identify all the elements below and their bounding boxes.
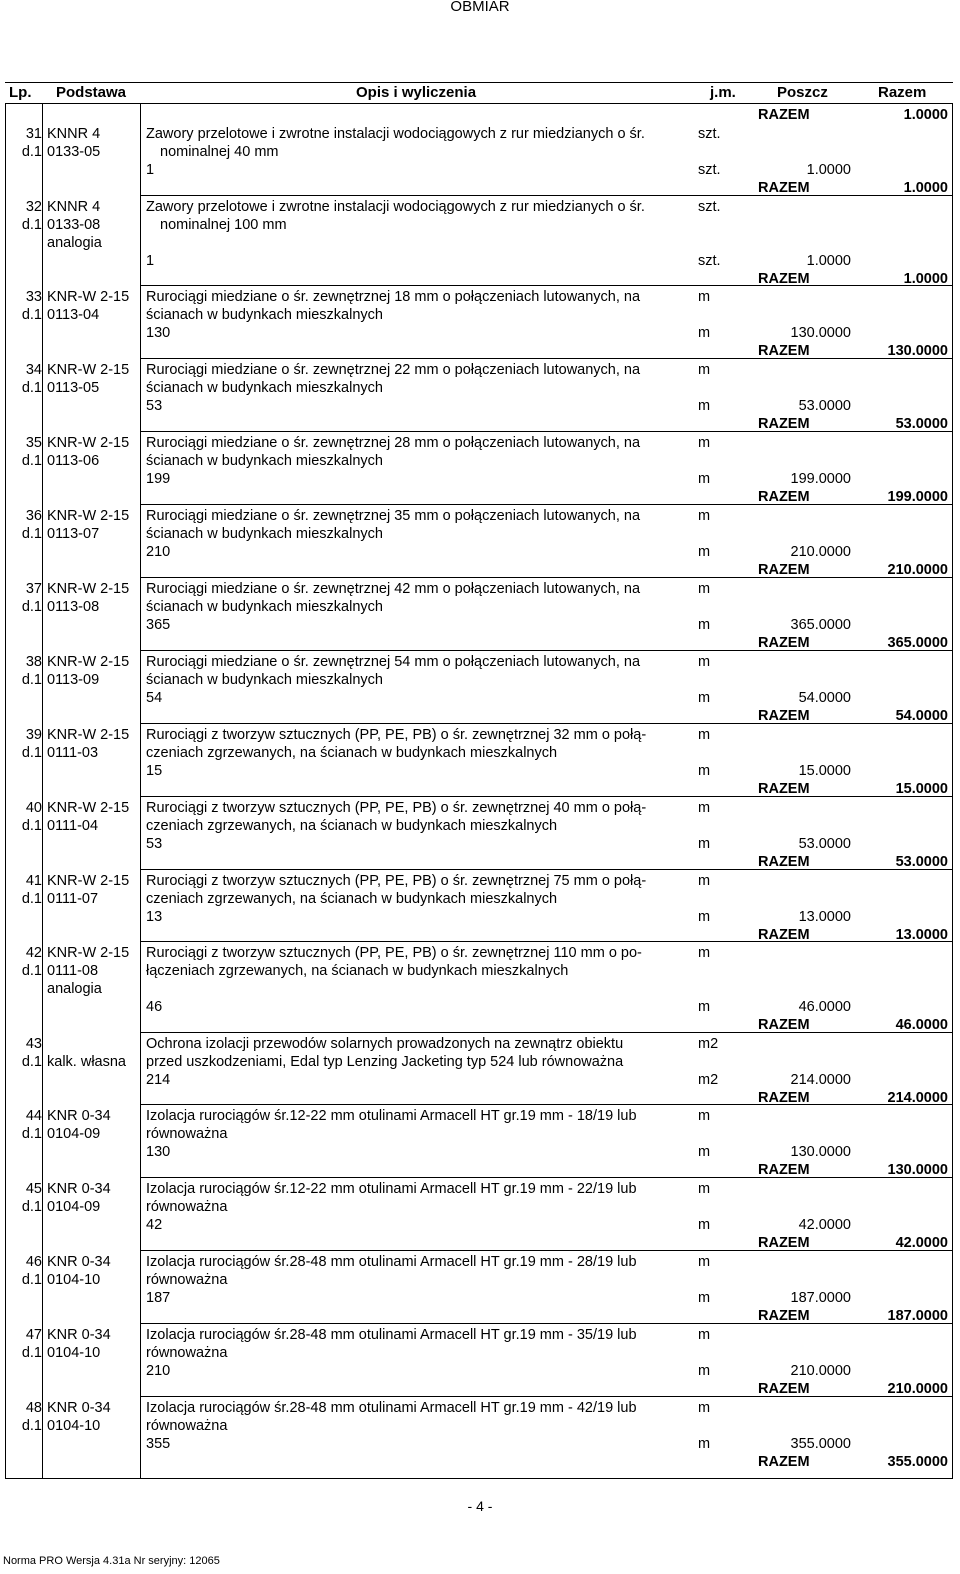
row-description: Rurociągi z tworzyw sztucznych (PP, PE, PB) o śr. zewnętrznej 75 mm o połą- <box>146 873 647 889</box>
row-unit: m <box>698 581 711 597</box>
header-basis: Podstawa <box>56 84 127 101</box>
row-description: ścianach w budynkach mieszkalnych <box>146 599 383 615</box>
row-total-label: RAZEM <box>758 1308 810 1324</box>
row-subnumber: d.1 <box>21 380 42 396</box>
row-separator <box>140 1104 953 1105</box>
row-total-value: 130.0000 <box>887 1162 948 1178</box>
row-quantity-unit: m <box>698 398 711 414</box>
row-basis: KNR-W 2-15 <box>47 654 130 670</box>
row-detail-value: 42.0000 <box>798 1217 851 1233</box>
row-separator <box>140 504 953 505</box>
row-basis: KNR-W 2-15 <box>47 873 130 889</box>
row-description: czeniach zgrzewanych, na ścianach w budynkach mieszkalnych <box>146 891 558 907</box>
row-separator <box>140 1250 953 1251</box>
row-basis: KNR 0-34 <box>47 1254 111 1270</box>
row-total-value: 365.0000 <box>887 635 948 651</box>
row-unit: szt. <box>698 199 721 215</box>
row-unit: m <box>698 289 711 305</box>
row-unit: m <box>698 435 711 451</box>
row-quantity: 54 <box>146 690 163 706</box>
row-basis: KNR 0-34 <box>47 1327 111 1343</box>
row-basis: 0113-06 <box>47 453 100 469</box>
row-unit: m <box>698 362 711 378</box>
row-basis: 0113-05 <box>47 380 100 396</box>
top-total-label: RAZEM <box>758 107 810 123</box>
row-subnumber: d.1 <box>21 526 42 542</box>
header-bottom-rule <box>5 103 953 104</box>
row-subnumber: d.1 <box>21 1126 42 1142</box>
row-total-label: RAZEM <box>758 1381 810 1397</box>
row-basis: 0113-04 <box>47 307 100 323</box>
row-detail-value: 54.0000 <box>798 690 851 706</box>
row-basis: 0104-10 <box>47 1272 101 1288</box>
table-bottom-rule <box>5 1478 953 1479</box>
row-total-value: 355.0000 <box>887 1454 948 1470</box>
row-subnumber: d.1 <box>21 963 42 979</box>
row-description: równoważna <box>146 1126 228 1142</box>
row-detail-value: 53.0000 <box>798 398 851 414</box>
row-quantity: 130 <box>146 325 171 341</box>
row-basis: KNR-W 2-15 <box>47 508 130 524</box>
row-total-label: RAZEM <box>758 1454 810 1470</box>
top-total-value: 1.0000 <box>903 107 948 123</box>
row-detail-value: 53.0000 <box>798 836 851 852</box>
row-unit: m <box>698 1327 711 1343</box>
row-description: Zawory przelotowe i zwrotne instalacji wodociągowych z rur miedzianych o śr. <box>146 126 645 142</box>
row-number: 46 <box>25 1254 42 1270</box>
table-border-left <box>5 104 6 1478</box>
header-detail: Poszcz <box>777 84 828 101</box>
row-unit: m <box>698 1254 711 1270</box>
row-number: 44 <box>25 1108 42 1124</box>
row-separator <box>140 431 953 432</box>
row-total-label: RAZEM <box>758 180 810 196</box>
row-description: Rurociągi z tworzyw sztucznych (PP, PE, PB) o śr. zewnętrznej 110 mm o po- <box>146 945 642 961</box>
row-number: 38 <box>25 654 42 670</box>
row-quantity: 53 <box>146 398 163 414</box>
row-description: Rurociągi z tworzyw sztucznych (PP, PE, PB) o śr. zewnętrznej 32 mm o połą- <box>146 727 647 743</box>
row-total-value: 210.0000 <box>887 1381 948 1397</box>
row-number: 48 <box>25 1400 42 1416</box>
row-subnumber: d.1 <box>21 1345 42 1361</box>
row-total-label: RAZEM <box>758 708 810 724</box>
row-quantity: 210 <box>146 1363 171 1379</box>
row-detail-value: 187.0000 <box>790 1290 851 1306</box>
row-number: 32 <box>25 199 42 215</box>
row-quantity: 210 <box>146 544 171 560</box>
row-separator <box>140 358 953 359</box>
row-quantity-unit: m2 <box>698 1072 719 1088</box>
row-number: 36 <box>25 508 42 524</box>
row-detail-value: 355.0000 <box>790 1436 851 1452</box>
row-quantity: 187 <box>146 1290 171 1306</box>
row-total-value: 15.0000 <box>895 781 948 797</box>
row-quantity-unit: szt. <box>698 162 721 178</box>
row-quantity: 13 <box>146 909 163 925</box>
row-basis: KNR 0-34 <box>47 1108 111 1124</box>
row-basis: 0104-09 <box>47 1126 101 1142</box>
row-description: nominalnej 40 mm <box>160 144 279 160</box>
row-quantity: 1 <box>146 162 155 178</box>
row-separator <box>140 1323 953 1324</box>
row-description: Rurociągi miedziane o śr. zewnętrznej 35 mm o połączeniach lutowanych, na <box>146 508 641 524</box>
row-number: 34 <box>25 362 42 378</box>
row-subnumber: d.1 <box>21 217 42 233</box>
row-description: Ochrona izolacji przewodów solarnych prowadzonych na zewnątrz obiektu <box>146 1036 624 1052</box>
row-description: ścianach w budynkach mieszkalnych <box>146 453 383 469</box>
row-basis: KNR-W 2-15 <box>47 945 130 961</box>
row-total-value: 199.0000 <box>887 489 948 505</box>
row-quantity-unit: m <box>698 763 711 779</box>
row-total-label: RAZEM <box>758 854 810 870</box>
row-quantity: 355 <box>146 1436 171 1452</box>
row-basis: 0104-10 <box>47 1418 101 1434</box>
row-quantity: 1 <box>146 253 155 269</box>
row-basis: KNNR 4 <box>47 126 101 142</box>
row-basis: 0104-09 <box>47 1199 101 1215</box>
row-subnumber: d.1 <box>21 1272 42 1288</box>
header-lp: Lp. <box>9 84 32 101</box>
row-total-value: 54.0000 <box>895 708 948 724</box>
row-basis: 0113-07 <box>47 526 100 542</box>
row-description: Izolacja rurociągów śr.28-48 mm otulinami Armacell HT gr.19 mm - 35/19 lub <box>146 1327 637 1343</box>
row-quantity-unit: m <box>698 690 711 706</box>
row-number: 41 <box>25 873 42 889</box>
row-unit: m <box>698 945 711 961</box>
row-basis: 0111-03 <box>47 745 99 761</box>
row-description: Rurociągi miedziane o śr. zewnętrznej 54 mm o połączeniach lutowanych, na <box>146 654 641 670</box>
table-border-right <box>952 104 953 1478</box>
row-basis: 0111-07 <box>47 891 99 907</box>
row-quantity-unit: m <box>698 836 711 852</box>
row-detail-value: 1.0000 <box>806 253 851 269</box>
page-title: OBMIAR <box>450 0 510 15</box>
row-detail-value: 130.0000 <box>790 1144 851 1160</box>
row-total-label: RAZEM <box>758 1162 810 1178</box>
row-detail-value: 210.0000 <box>790 544 851 560</box>
row-detail-value: 199.0000 <box>790 471 851 487</box>
row-number: 35 <box>25 435 42 451</box>
row-basis: 0113-08 <box>47 599 100 615</box>
row-detail-value: 130.0000 <box>790 325 851 341</box>
row-quantity: 214 <box>146 1072 171 1088</box>
row-basis: 0111-08 <box>47 963 99 979</box>
row-description: równoważna <box>146 1199 228 1215</box>
row-basis: analogia <box>47 235 102 251</box>
row-total-label: RAZEM <box>758 1090 810 1106</box>
row-quantity: 365 <box>146 617 171 633</box>
row-quantity-unit: m <box>698 909 711 925</box>
row-total-value: 130.0000 <box>887 343 948 359</box>
header-unit: j.m. <box>710 84 736 101</box>
row-unit: m <box>698 654 711 670</box>
row-unit: m <box>698 508 711 524</box>
row-basis: KNNR 4 <box>47 199 101 215</box>
row-basis: KNR 0-34 <box>47 1400 111 1416</box>
header-description: Opis i wyliczenia <box>356 84 477 101</box>
row-total-label: RAZEM <box>758 562 810 578</box>
header-total: Razem <box>878 84 927 101</box>
row-detail-value: 1.0000 <box>806 162 851 178</box>
row-description: Rurociągi z tworzyw sztucznych (PP, PE, PB) o śr. zewnętrznej 40 mm o połą- <box>146 800 647 816</box>
row-total-value: 1.0000 <box>903 271 948 287</box>
row-subnumber: d.1 <box>21 1418 42 1434</box>
row-unit: m <box>698 1108 711 1124</box>
row-number: 37 <box>25 581 42 597</box>
row-description: Rurociągi miedziane o śr. zewnętrznej 18 mm o połączeniach lutowanych, na <box>146 289 641 305</box>
column-divider-lp <box>42 104 43 1478</box>
row-unit: m <box>698 1400 711 1416</box>
row-basis: KNR-W 2-15 <box>47 435 130 451</box>
row-number: 33 <box>25 289 42 305</box>
row-basis: 0113-09 <box>47 672 100 688</box>
row-description: ścianach w budynkach mieszkalnych <box>146 307 383 323</box>
row-unit: szt. <box>698 126 721 142</box>
row-description: Rurociągi miedziane o śr. zewnętrznej 22 mm o połączeniach lutowanych, na <box>146 362 641 378</box>
row-subnumber: d.1 <box>21 1054 42 1070</box>
row-quantity: 42 <box>146 1217 163 1233</box>
row-basis: 0104-10 <box>47 1345 101 1361</box>
row-quantity-unit: szt. <box>698 253 721 269</box>
row-quantity-unit: m <box>698 1290 711 1306</box>
row-subnumber: d.1 <box>21 818 42 834</box>
row-separator <box>140 723 953 724</box>
row-total-value: 46.0000 <box>895 1017 948 1033</box>
row-unit: m <box>698 800 711 816</box>
row-description: czeniach zgrzewanych, na ścianach w budynkach mieszkalnych <box>146 818 558 834</box>
row-separator <box>140 285 953 286</box>
row-quantity-unit: m <box>698 325 711 341</box>
row-detail-value: 210.0000 <box>790 1363 851 1379</box>
row-quantity: 15 <box>146 763 163 779</box>
row-basis: KNR-W 2-15 <box>47 362 130 378</box>
row-subnumber: d.1 <box>21 307 42 323</box>
row-quantity-unit: m <box>698 1144 711 1160</box>
row-unit: m2 <box>698 1036 719 1052</box>
row-separator <box>140 1032 953 1033</box>
row-description: Izolacja rurociągów śr.12-22 mm otulinami Armacell HT gr.19 mm - 18/19 lub <box>146 1108 637 1124</box>
row-subnumber: d.1 <box>21 1199 42 1215</box>
row-description: czeniach zgrzewanych, na ścianach w budynkach mieszkalnych <box>146 745 558 761</box>
row-subnumber: d.1 <box>21 453 42 469</box>
row-detail-value: 13.0000 <box>798 909 851 925</box>
row-separator <box>140 195 953 196</box>
row-description: przed uszkodzeniami, Edal typ Lenzing Jacketing typ 524 lub równoważna <box>146 1054 624 1070</box>
row-detail-value: 46.0000 <box>798 999 851 1015</box>
row-unit: m <box>698 1181 711 1197</box>
row-description: ścianach w budynkach mieszkalnych <box>146 380 383 396</box>
row-description: Izolacja rurociągów śr.28-48 mm otulinami Armacell HT gr.19 mm - 42/19 lub <box>146 1400 637 1416</box>
row-description: Zawory przelotowe i zwrotne instalacji wodociągowych z rur miedzianych o śr. <box>146 199 645 215</box>
row-quantity-unit: m <box>698 999 711 1015</box>
row-separator <box>140 796 953 797</box>
row-subnumber: d.1 <box>21 891 42 907</box>
row-quantity-unit: m <box>698 617 711 633</box>
row-total-label: RAZEM <box>758 635 810 651</box>
row-description: ścianach w budynkach mieszkalnych <box>146 672 383 688</box>
row-number: 40 <box>25 800 42 816</box>
row-quantity: 130 <box>146 1144 171 1160</box>
row-total-label: RAZEM <box>758 489 810 505</box>
row-unit: m <box>698 873 711 889</box>
row-basis: KNR-W 2-15 <box>47 289 130 305</box>
row-description: łączeniach zgrzewanych, na ścianach w budynkach mieszkalnych <box>146 963 569 979</box>
row-number: 42 <box>25 945 42 961</box>
column-divider-basis <box>140 104 141 1478</box>
row-total-label: RAZEM <box>758 1017 810 1033</box>
row-basis: 0133-05 <box>47 144 101 160</box>
header-top-rule <box>5 82 953 83</box>
row-description: równoważna <box>146 1345 228 1361</box>
row-total-label: RAZEM <box>758 343 810 359</box>
row-quantity-unit: m <box>698 544 711 560</box>
row-basis: KNR-W 2-15 <box>47 727 130 743</box>
row-detail-value: 15.0000 <box>798 763 851 779</box>
row-total-value: 1.0000 <box>903 180 948 196</box>
row-separator <box>140 869 953 870</box>
row-total-label: RAZEM <box>758 927 810 943</box>
row-description: równoważna <box>146 1272 228 1288</box>
row-number: 43 <box>25 1036 42 1052</box>
row-quantity: 199 <box>146 471 171 487</box>
software-footer-note: Norma PRO Wersja 4.31a Nr seryjny: 12065 <box>3 1555 220 1567</box>
row-separator <box>140 577 953 578</box>
row-total-value: 210.0000 <box>887 562 948 578</box>
row-subnumber: d.1 <box>21 144 42 160</box>
row-total-value: 214.0000 <box>887 1090 948 1106</box>
row-description: Izolacja rurociągów śr.28-48 mm otulinami Armacell HT gr.19 mm - 28/19 lub <box>146 1254 637 1270</box>
row-subnumber: d.1 <box>21 599 42 615</box>
row-basis: KNR-W 2-15 <box>47 800 130 816</box>
row-total-label: RAZEM <box>758 781 810 797</box>
row-basis: 0111-04 <box>47 818 99 834</box>
row-number: 47 <box>25 1327 42 1343</box>
row-description: równoważna <box>146 1418 228 1434</box>
row-detail-value: 214.0000 <box>790 1072 851 1088</box>
row-basis: 0133-08 <box>47 217 101 233</box>
row-separator <box>140 650 953 651</box>
row-description: Rurociągi miedziane o śr. zewnętrznej 28 mm o połączeniach lutowanych, na <box>146 435 641 451</box>
row-quantity-unit: m <box>698 1363 711 1379</box>
row-quantity-unit: m <box>698 1217 711 1233</box>
row-total-value: 42.0000 <box>895 1235 948 1251</box>
row-quantity: 53 <box>146 836 163 852</box>
row-separator <box>140 1177 953 1178</box>
row-separator <box>140 941 953 942</box>
row-unit: m <box>698 727 711 743</box>
row-detail-value: 365.0000 <box>790 617 851 633</box>
row-subnumber: d.1 <box>21 745 42 761</box>
page-number: - 4 - <box>467 1498 493 1514</box>
row-subnumber: d.1 <box>21 672 42 688</box>
row-separator <box>140 1396 953 1397</box>
row-basis: KNR 0-34 <box>47 1181 111 1197</box>
row-basis: kalk. własna <box>47 1054 126 1070</box>
row-quantity: 46 <box>146 999 163 1015</box>
row-total-value: 53.0000 <box>895 854 948 870</box>
row-description: ścianach w budynkach mieszkalnych <box>146 526 383 542</box>
row-total-label: RAZEM <box>758 416 810 432</box>
row-total-value: 53.0000 <box>895 416 948 432</box>
row-number: 39 <box>25 727 42 743</box>
row-basis: analogia <box>47 981 102 997</box>
row-quantity-unit: m <box>698 1436 711 1452</box>
row-number: 45 <box>25 1181 42 1197</box>
row-description: nominalnej 100 mm <box>160 217 287 233</box>
row-basis: KNR-W 2-15 <box>47 581 130 597</box>
row-total-label: RAZEM <box>758 271 810 287</box>
row-total-value: 13.0000 <box>895 927 948 943</box>
row-number: 31 <box>25 126 42 142</box>
row-quantity-unit: m <box>698 471 711 487</box>
row-description: Izolacja rurociągów śr.12-22 mm otulinami Armacell HT gr.19 mm - 22/19 lub <box>146 1181 637 1197</box>
row-total-value: 187.0000 <box>887 1308 948 1324</box>
row-total-label: RAZEM <box>758 1235 810 1251</box>
row-description: Rurociągi miedziane o śr. zewnętrznej 42 mm o połączeniach lutowanych, na <box>146 581 641 597</box>
